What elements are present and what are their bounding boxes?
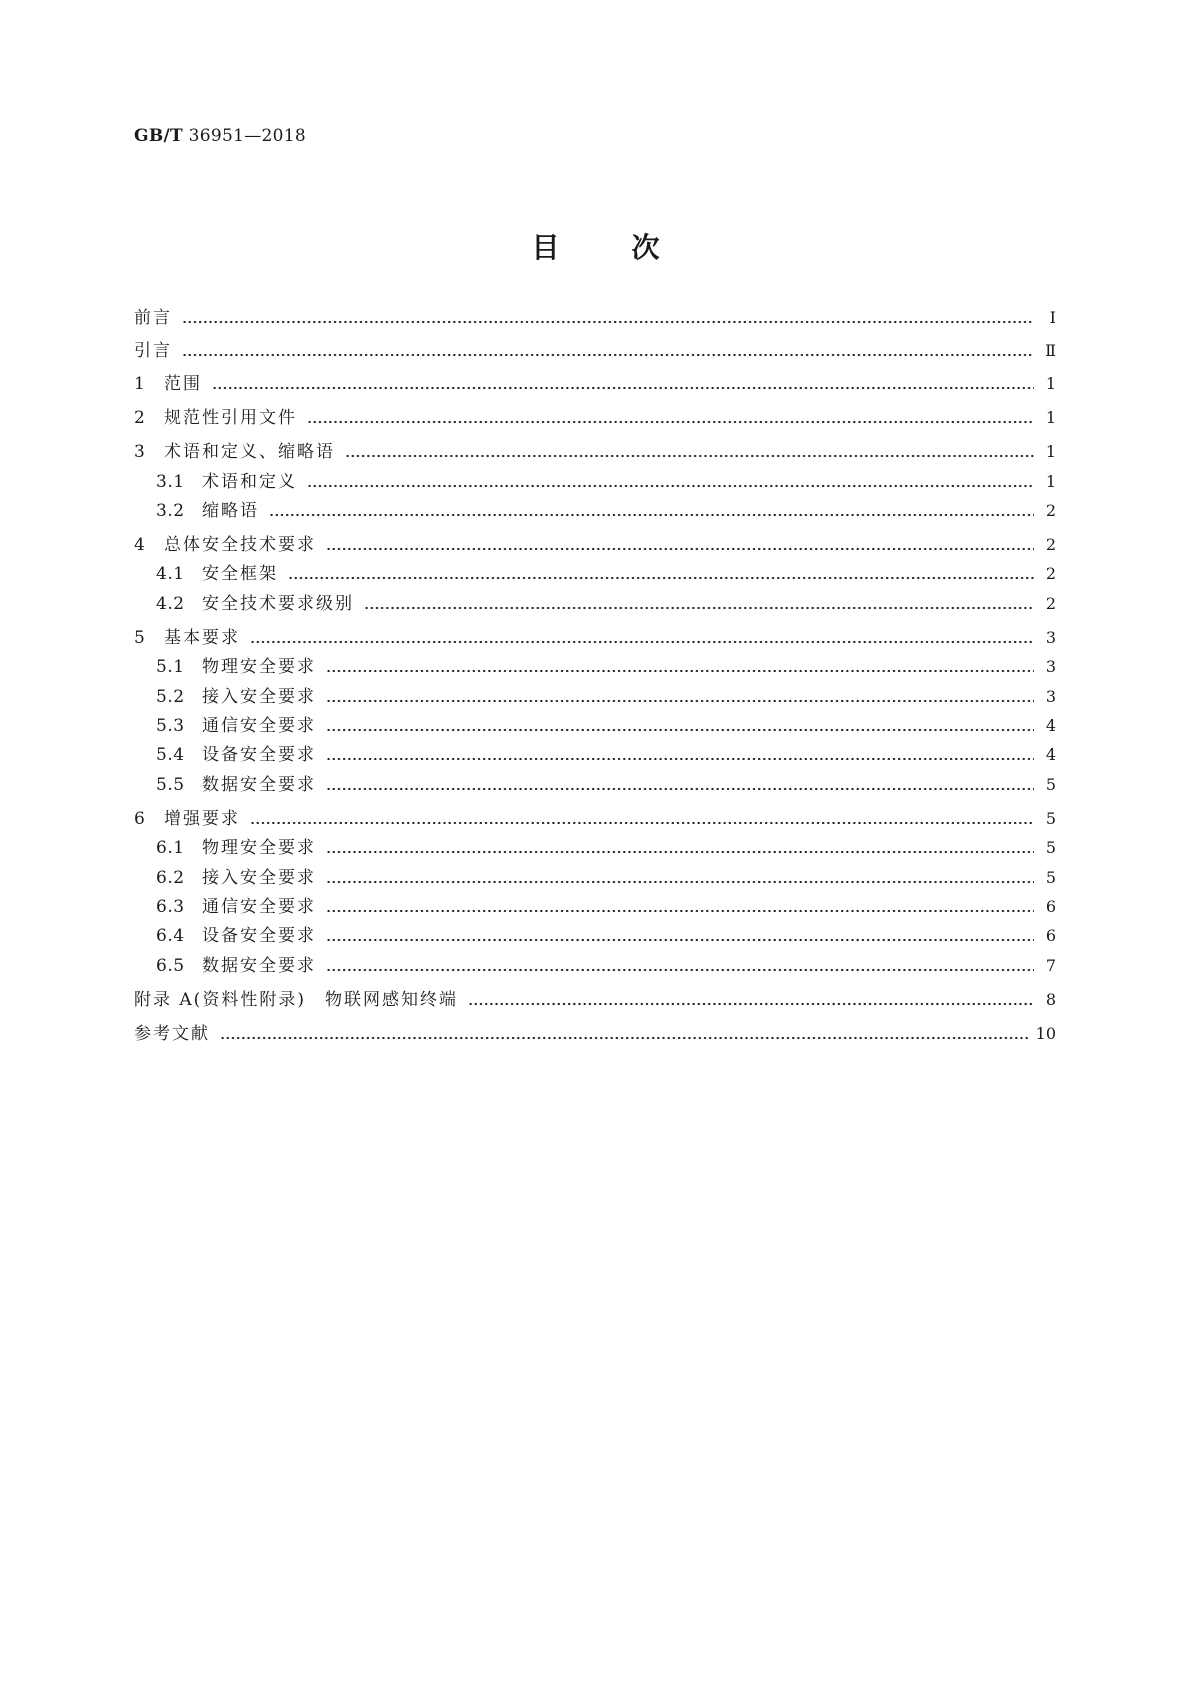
toc-entry-foreword[interactable] [134,306,1056,330]
toc-entry-label: 引言 [134,341,172,361]
toc-leader-dots [212,386,1034,390]
toc-entry-number: 5.2 [156,687,185,707]
toc-entry-4-1[interactable] [156,562,1056,586]
toc-entry-5-2[interactable] [156,685,1056,709]
toc-entry-number: 5.4 [156,745,185,765]
toc-entry-page: 8 [1045,990,1056,1009]
toc-entry-page: 10 [1035,1024,1056,1043]
toc-leader-dots [326,880,1034,884]
toc-entry-5-3[interactable] [156,714,1056,738]
toc-entry-6-4[interactable] [156,924,1056,948]
toc-leader-dots [326,968,1034,972]
toc-entry-label: 规范性引用文件 [164,408,297,428]
toc-entry-page: 1 [1045,472,1056,491]
toc-entry-page: 1 [1045,374,1056,393]
toc-entry-2[interactable] [134,406,1056,430]
toc-leader-dots [250,640,1034,644]
toc-leader-dots [326,757,1034,761]
toc-leader-dots [307,484,1034,488]
toc-entry-bibliography[interactable] [134,1022,1056,1046]
toc-leader-dots [250,821,1034,825]
toc-entry-page: 2 [1045,501,1056,520]
toc-leader-dots [220,1036,1028,1040]
toc-entry-number: 5.1 [156,657,185,677]
toc-leader-dots [182,353,1034,357]
standard-code [134,126,306,146]
toc-entry-label: 附录 A(资料性附录) 物联网感知终端 [134,990,458,1010]
toc-entry-label: 术语和定义、缩略语 [164,442,335,462]
toc-entry-number: 5 [134,628,146,648]
toc-entry-label: 通信安全要求 [202,716,316,736]
title-char-2: 次 [631,231,660,264]
toc-entry-number: 5.3 [156,716,185,736]
toc-entry-6[interactable] [134,807,1056,831]
toc-leader-dots [326,787,1034,791]
toc-entry-number: 1 [134,374,146,394]
toc-entry-3[interactable] [134,440,1056,464]
toc-leader-dots [288,576,1034,580]
toc-entry-page: 3 [1045,687,1056,706]
toc-entry-6-5[interactable] [156,954,1056,978]
toc-leader-dots [364,606,1034,610]
toc-entry-number: 6.3 [156,897,185,917]
toc-entry-number: 4.2 [156,594,185,614]
toc-entry-number: 3.2 [156,501,185,521]
toc-entry-page: 2 [1045,564,1056,583]
toc-entry-5-4[interactable] [156,743,1056,767]
toc-entry-1[interactable] [134,372,1056,396]
toc-entry-3-1[interactable] [156,470,1056,494]
toc-entry-label: 物理安全要求 [202,657,316,677]
toc-leader-dots [326,699,1034,703]
toc-entry-number: 4 [134,535,146,555]
page-title [0,226,1191,266]
toc-entry-number: 4.1 [156,564,185,584]
toc-entry-page: 5 [1045,868,1056,887]
toc-entry-label: 接入安全要求 [202,687,316,707]
toc-entry-page: 3 [1045,657,1056,676]
toc-entry-3-2[interactable] [156,499,1056,523]
toc-entry-label: 通信安全要求 [202,897,316,917]
toc-leader-dots [182,320,1034,324]
toc-entry-page: 4 [1045,716,1056,735]
toc-entry-label: 安全技术要求级别 [202,594,354,614]
toc-leader-dots [468,1002,1034,1006]
toc-entry-page: 2 [1045,594,1056,613]
toc-entry-number: 3.1 [156,472,185,492]
toc-entry-label: 增强要求 [164,809,240,829]
toc-leader-dots [326,728,1034,732]
title-char-1: 目 [531,231,560,264]
toc-entry-page: 2 [1045,535,1056,554]
toc-entry-6-1[interactable] [156,836,1056,860]
toc-entry-page: 3 [1045,628,1056,647]
toc-entry-page: 4 [1045,745,1056,764]
toc-entry-annex-a[interactable] [134,988,1056,1012]
toc-entry-page: 5 [1045,809,1056,828]
toc-entry-label: 范围 [164,374,202,394]
toc-entry-page: 6 [1045,897,1056,916]
toc-leader-dots [326,909,1034,913]
standard-code-prefix: GB/T [134,126,183,146]
toc-entry-label: 数据安全要求 [202,956,316,976]
toc-leader-dots [326,938,1034,942]
toc-entry-label: 设备安全要求 [202,926,316,946]
toc-entry-page: Ⅱ [1045,341,1056,360]
toc-entry-label: 总体安全技术要求 [164,535,316,555]
toc-entry-number: 6.4 [156,926,185,946]
toc-entry-number: 6 [134,809,146,829]
toc-leader-dots [269,513,1034,517]
toc-entry-label: 前言 [134,308,172,328]
toc-entry-5-5[interactable] [156,773,1056,797]
toc-entry-page: 6 [1045,926,1056,945]
toc-entry-page: 5 [1045,838,1056,857]
toc-entry-label: 设备安全要求 [202,745,316,765]
toc-entry-label: 缩略语 [202,501,259,521]
toc-entry-label: 安全框架 [202,564,278,584]
toc-entry-5[interactable] [134,626,1056,650]
toc-entry-label: 基本要求 [164,628,240,648]
toc-entry-label: 接入安全要求 [202,868,316,888]
toc-leader-dots [345,454,1034,458]
toc-entry-4-2[interactable] [156,592,1056,616]
toc-entry-page: 5 [1045,775,1056,794]
toc-leader-dots [326,669,1034,673]
toc-entry-page: 1 [1045,408,1056,427]
toc-entry-introduction[interactable] [134,339,1056,363]
standard-code-number: 36951—2018 [188,126,307,146]
toc-entry-6-3[interactable] [156,895,1056,919]
toc-entry-label: 参考文献 [134,1024,210,1044]
toc-entry-5-1[interactable] [156,655,1056,679]
toc-leader-dots [326,850,1034,854]
toc-entry-6-2[interactable] [156,866,1056,890]
toc-entry-page: Ⅰ [1049,308,1056,327]
toc-entry-number: 3 [134,442,146,462]
toc-entry-number: 2 [134,408,146,428]
toc-entry-number: 5.5 [156,775,185,795]
toc-entry-page: 1 [1045,442,1056,461]
toc-leader-dots [326,547,1034,551]
toc-entry-label: 物理安全要求 [202,838,316,858]
toc-entry-number: 6.5 [156,956,185,976]
toc-entry-4[interactable] [134,533,1056,557]
toc-entry-label: 术语和定义 [202,472,297,492]
toc-entry-page: 7 [1045,956,1056,975]
toc-entry-label: 数据安全要求 [202,775,316,795]
toc-leader-dots [307,420,1034,424]
toc-entry-number: 6.2 [156,868,185,888]
toc-entry-number: 6.1 [156,838,185,858]
